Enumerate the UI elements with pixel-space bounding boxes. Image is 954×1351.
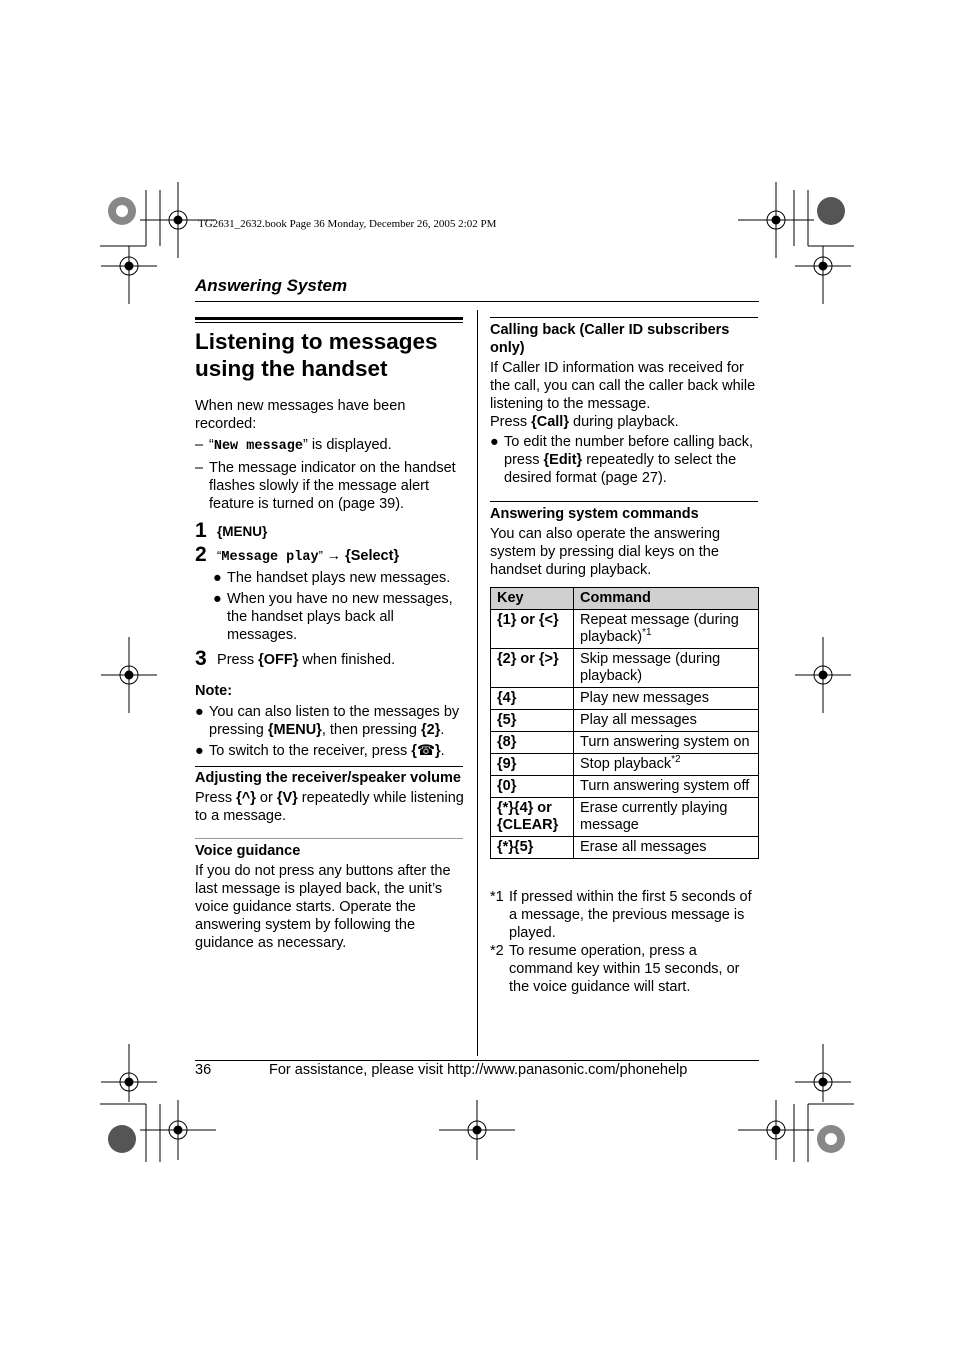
dash-item-2: – The message indicator on the handset flashes slowly if the message alert feature is turned on (page 39). <box>195 460 456 512</box>
page-title-line-2: using the handset <box>195 356 388 381</box>
call-key: {Call} <box>531 414 569 430</box>
table-row <box>491 649 759 688</box>
note-1-mid: , then pressing <box>321 722 421 738</box>
step-2 <box>195 543 465 567</box>
column-divider <box>477 310 478 1056</box>
note-bullet-1: ● You can also listen to the messages by pressing {MENU}, then pressing {2}. <box>195 704 460 738</box>
volume-heading: Adjusting the receiver/speaker volume <box>195 770 461 786</box>
key-cell: {*}{4} or {CLEAR} <box>491 798 574 837</box>
key-cell: {2} or {>} <box>491 649 574 688</box>
table-row <box>491 688 759 710</box>
voice-text: If you do not press any buttons after the last message is played back, the unit’s voice guidance starts. Operate the answering system by following the guidance as necessary. <box>195 863 451 951</box>
step-2-bullet-2: ● When you have no new messages, the handset plays back all messages. <box>213 591 453 643</box>
table-header-row <box>491 588 759 610</box>
footnotes <box>490 888 758 996</box>
select-key: {Select} <box>345 548 400 564</box>
callback-section <box>490 321 758 487</box>
note-bullet-2: ● To switch to the receiver, press {☎}. <box>195 743 445 759</box>
command-cell: Turn answering system off <box>574 776 759 798</box>
voice-guidance-section <box>195 842 465 952</box>
callback-bullet-post: repeatedly to select the desired format (page 27). <box>504 452 737 486</box>
command-cell: Play all messages <box>574 710 759 732</box>
command-text: Skip message (during playback) <box>580 651 721 684</box>
step-3-number: 3 <box>195 647 207 670</box>
callback-press-post: during playback. <box>568 414 679 430</box>
voice-heading: Voice guidance <box>195 843 301 859</box>
page-title <box>195 328 465 382</box>
callback-bullet: ● To edit the number before calling back, press {Edit} repeatedly to select the desired format (page 27). <box>490 434 754 486</box>
commands-heading: Answering system commands <box>490 506 699 522</box>
callback-press <box>490 413 758 431</box>
display-text-message-play: Message play <box>221 550 319 565</box>
command-text: Repeat message (during playback) <box>580 612 739 645</box>
phone-talk-icon: ☎ <box>416 743 435 759</box>
key-bracket-close: } <box>435 743 441 759</box>
volume-text <box>195 789 465 825</box>
volume-text-mid: or <box>255 790 277 806</box>
note-1-text: You can also listen to the messages by pressing <box>209 704 460 738</box>
footnote-ref: *2 <box>671 754 681 766</box>
command-cell <box>574 610 759 649</box>
volume-down-key: {V} <box>276 790 298 806</box>
arrow-right-icon: → <box>326 548 342 564</box>
step-2-bullet-1-text: The handset plays new messages. <box>227 570 451 586</box>
key-cell: {4} <box>491 688 574 710</box>
column-header-command: Command <box>574 588 759 610</box>
voice-rule <box>195 838 463 839</box>
edit-key: {Edit} <box>543 452 583 468</box>
note-heading: Note: <box>195 683 233 699</box>
intro-text: When new messages have been recorded: <box>195 398 406 432</box>
table-row <box>491 710 759 732</box>
dash-item-1-text: ” is displayed. <box>302 437 392 453</box>
callback-heading: Calling back (Caller ID subscribers only) <box>490 322 730 356</box>
volume-section <box>195 769 465 825</box>
footnote-1-mark: *1 <box>490 889 504 905</box>
volume-text-pre: Press <box>195 790 237 806</box>
note-2-end: . <box>440 743 445 759</box>
key-bracket-open: { <box>411 743 417 759</box>
table-row <box>491 776 759 798</box>
table-row <box>491 798 759 837</box>
step-3 <box>195 647 465 670</box>
quote-open: “ <box>217 548 222 563</box>
title-rule-thick <box>195 317 463 320</box>
header-rule <box>195 301 759 302</box>
display-text-new-message: New message <box>213 439 303 454</box>
quote-close: ” <box>318 548 327 563</box>
table-row <box>491 754 759 776</box>
column-header-key: Key <box>491 588 574 610</box>
dash-item-1: – “New message” is displayed. <box>195 437 392 454</box>
step-2-number: 2 <box>195 543 207 566</box>
commands-table <box>490 587 759 859</box>
page-title-line-1: Listening to messages <box>195 329 438 354</box>
volume-up-key: {^} <box>236 790 256 806</box>
quote-open: “ <box>209 437 214 453</box>
step-3-text-pre: Press <box>217 652 259 668</box>
footnote-1-text: If pressed within the first 5 seconds of a message, the previous message is played. <box>509 889 752 941</box>
step-1 <box>195 519 465 542</box>
title-rule-thin <box>195 322 463 323</box>
command-cell: Turn answering system on <box>574 732 759 754</box>
section-title: Answering System <box>195 276 348 295</box>
page-number: 36 <box>195 1062 212 1078</box>
footnote-1 <box>490 888 758 942</box>
note-2-text: To switch to the receiver, press <box>209 743 412 759</box>
footnote-2-mark: *2 <box>490 943 504 959</box>
command-cell: Erase currently playing message <box>574 798 759 837</box>
step-2-bullet-2-text: When you have no new messages, the handset plays back all messages. <box>227 591 453 643</box>
footnote-2 <box>490 942 758 996</box>
table-row <box>491 732 759 754</box>
key-cell: {1} or {<} <box>491 610 574 649</box>
footnote-ref: *1 <box>642 627 652 639</box>
command-cell: Play new messages <box>574 688 759 710</box>
commands-text: You can also operate the answering system by pressing dial keys on the handset during playback. <box>490 526 721 578</box>
step-2-bullet-1: ● The handset plays new messages. <box>213 570 451 586</box>
off-key: {OFF} <box>258 652 299 668</box>
footer-text: For assistance, please visit http://www.panasonic.com/phonehelp <box>269 1062 688 1078</box>
left-column <box>195 328 465 760</box>
step-3-text-post: when finished. <box>298 652 396 668</box>
book-info-line: TG2631_2632.book Page 36 Monday, December 26, 2005 2:02 PM <box>198 218 497 230</box>
note-1-end: . <box>440 722 445 738</box>
table-row <box>491 610 759 649</box>
command-cell: Erase all messages <box>574 837 759 859</box>
commands-section <box>490 505 758 579</box>
key-cell: {*}{5} <box>491 837 574 859</box>
command-cell <box>574 649 759 688</box>
callback-rule <box>490 317 758 318</box>
key-cell: {8} <box>491 732 574 754</box>
menu-key: {MENU} <box>267 722 322 738</box>
command-text: Stop playback <box>580 756 672 772</box>
callback-bullet-pre: To edit the number before calling back, press <box>504 434 754 468</box>
command-cell <box>574 754 759 776</box>
vol-rule <box>195 766 463 767</box>
key-cell: {0} <box>491 776 574 798</box>
key-2: {2} <box>420 722 441 738</box>
step-1-number: 1 <box>195 519 207 542</box>
callback-press-pre: Press <box>490 414 532 430</box>
menu-key: {MENU} <box>217 524 268 539</box>
key-cell: {5} <box>491 710 574 732</box>
commands-rule <box>490 501 758 502</box>
key-cell: {9} <box>491 754 574 776</box>
callback-text: If Caller ID information was received for the call, you can call the caller back while listening to the message. <box>490 360 756 412</box>
volume-text-post: repeatedly while listening to a message. <box>195 790 464 824</box>
footer-rule <box>195 1060 759 1061</box>
commands-table-wrap <box>490 587 759 859</box>
dash-item-2-text: The message indicator on the handset flashes slowly if the message alert feature is turned on (page 39). <box>209 460 456 512</box>
table-row <box>491 837 759 859</box>
footnote-2-text: To resume operation, press a command key within 15 seconds, or the voice guidance will start. <box>509 943 740 995</box>
